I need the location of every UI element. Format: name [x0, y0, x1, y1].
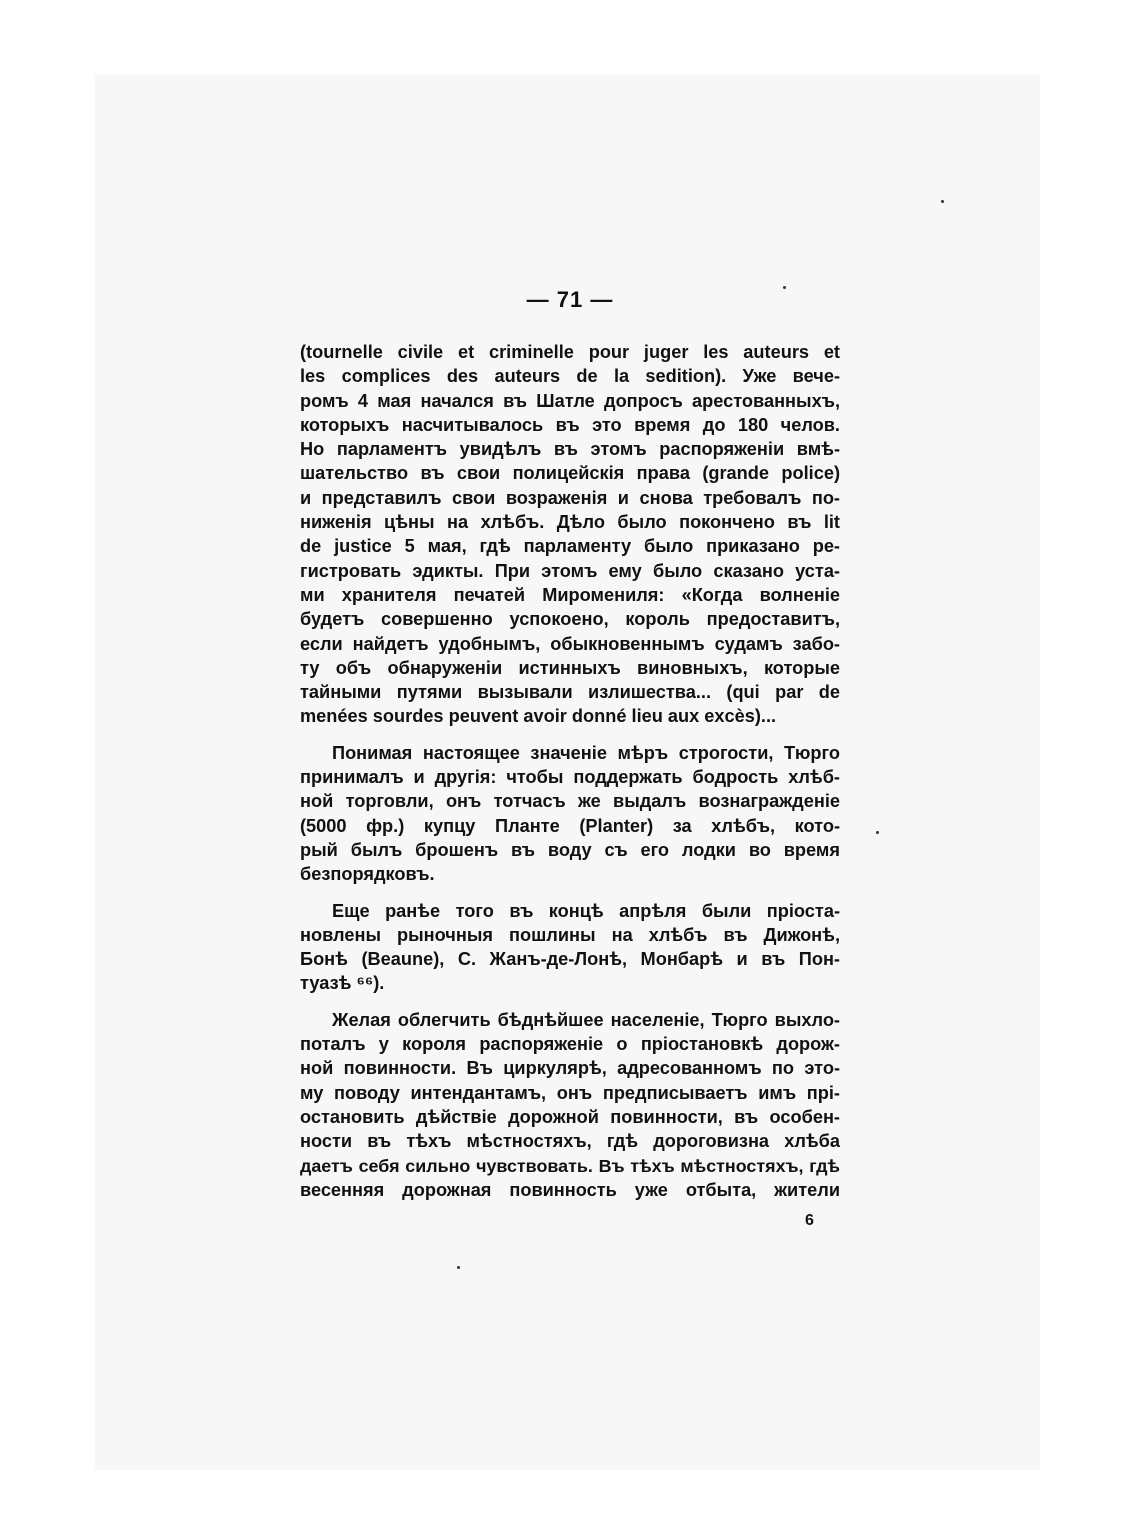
- scan-speck: [783, 286, 786, 289]
- scan-speck: [941, 200, 944, 203]
- text-line: шательство въ свои полицейскія права (grande police): [300, 463, 840, 484]
- text-line: которыхъ насчитывалось въ это время до 180 челов.: [300, 414, 840, 435]
- text-line: если найдетъ удобнымъ, обыкновеннымъ судамъ забо-: [300, 633, 840, 654]
- text-line: ромъ 4 мая начался въ Шатле допросъ арестованныхъ,: [300, 390, 840, 411]
- text-line: му поводу интендантамъ, онъ предписываетъ имъ прі-: [300, 1082, 840, 1103]
- text-line: (tournelle civile et criminelle pour juger les auteurs et: [300, 342, 840, 362]
- text-line: ниженія цѣны на хлѣбъ. Дѣло было покончено въ lit: [300, 512, 840, 533]
- text-line: ту объ обнаруженіи истинныхъ виновныхъ, которые: [300, 657, 840, 678]
- text-line: и представилъ свои возраженія и снова требовалъ по-: [300, 487, 840, 508]
- text-line: гистровать эдикты. При этомъ ему было сказано уста-: [300, 560, 840, 581]
- text-line: les complices des auteurs de la sedition). Уже вече-: [300, 366, 840, 387]
- paragraph: [300, 340, 840, 729]
- text-line: Понимая настоящее значеніе мѣръ строгости, Тюрго: [332, 742, 840, 763]
- text-line: рый былъ брошенъ въ воду съ его лодки во время: [300, 839, 840, 860]
- text-line: ной торговли, онъ тотчасъ же выдалъ вознагражденіе: [300, 791, 840, 812]
- text-line: ности въ тѣхъ мѣстностяхъ, гдѣ дороговизна хлѣба: [300, 1131, 840, 1152]
- text-line: (5000 фр.) купцу Планте (Planter) за хлѣбъ, кото-: [300, 815, 840, 836]
- text-line: ми хранителя печатей Миромениля: «Когда волненіе: [300, 584, 840, 605]
- paragraph: [300, 899, 840, 996]
- page-number: — 71 —: [526, 287, 614, 312]
- text-line: весенняя дорожная повинность уже отбыта, жители: [300, 1179, 840, 1200]
- text-line: принималъ и другія: чтобы поддержать бодрость хлѣб-: [300, 767, 840, 788]
- text-line: остановить дѣйствіе дорожной повинности, въ особен-: [300, 1106, 840, 1127]
- text-line: туазѣ ⁶⁶).: [300, 973, 385, 994]
- paragraph: [300, 741, 840, 887]
- text-line: Желая облегчить бѣднѣйшее населеніе, Тюрго выхло-: [332, 1009, 840, 1030]
- text-line: Еще ранѣе того въ концѣ апрѣля были пріоста-: [332, 900, 840, 921]
- text-line: поталъ у короля распоряженіе о пріостановкѣ дорож-: [300, 1034, 840, 1055]
- text-line: будетъ совершенно успокоено, король предоставитъ,: [300, 609, 840, 630]
- body-text: [300, 340, 840, 1202]
- text-line: новлены рыночныя пошлины на хлѣбъ въ Дижонѣ,: [300, 924, 840, 945]
- text-line: de justice 5 мая, гдѣ парламенту было приказано ре-: [300, 536, 840, 557]
- text-line: Бонѣ (Beaune), С. Жанъ-де-Лонѣ, Монбарѣ и въ Пон-: [300, 949, 840, 970]
- scan-speck: [457, 1266, 460, 1269]
- text-line: безпорядковъ.: [300, 864, 435, 885]
- text-line: тайными путями вызывали излишества... (qui par de: [300, 682, 840, 703]
- text-line: menées sourdes peuvent avoir donné lieu aux excès)...: [300, 706, 777, 727]
- signature-mark: 6: [805, 1212, 814, 1229]
- text-line: ной повинности. Въ циркулярѣ, адресованномъ по это-: [300, 1058, 840, 1079]
- scan-speck: [876, 831, 879, 834]
- text-line: Но парламентъ увидѣлъ въ этомъ распоряженіи вмѣ-: [300, 439, 840, 460]
- text-line: даетъ себя сильно чувствовать. Въ тѣхъ мѣстностяхъ, гдѣ: [300, 1155, 840, 1176]
- paragraph: [300, 1008, 840, 1202]
